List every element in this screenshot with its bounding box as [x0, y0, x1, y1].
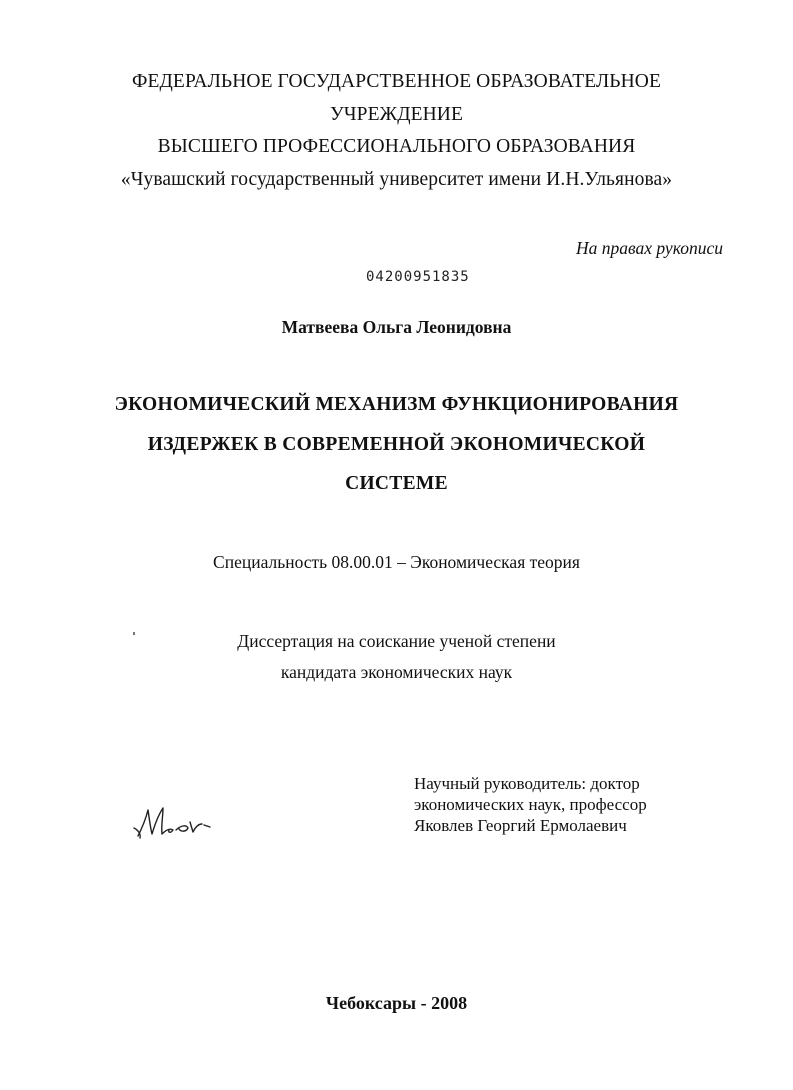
- archive-number: 04200951835: [366, 269, 470, 285]
- degree-line-2: кандидата экономических наук: [280, 662, 513, 682]
- author-name: Матвеева Ольга Леонидовна: [281, 317, 512, 337]
- dissertation-title-line-1: ЭКОНОМИЧЕСКИЙ МЕХАНИЗМ ФУНКЦИОНИРОВАНИЯ: [114, 394, 679, 415]
- dissertation-title-line-2: ИЗДЕРЖЕК В СОВРЕМЕННОЙ ЭКОНОМИЧЕСКОЙ: [147, 434, 646, 455]
- supervisor-line-1: Научный руководитель: доктор: [414, 774, 640, 793]
- city-and-year: Чебоксары - 2008: [325, 993, 468, 1013]
- institution-line-1: ФЕДЕРАЛЬНОЕ ГОСУДАРСТВЕННОЕ ОБРАЗОВАТЕЛЬНОЕ: [132, 71, 661, 92]
- dissertation-title-line-3: СИСТЕМЕ: [345, 473, 448, 494]
- supervisor-line-2: экономических наук, профессор: [414, 795, 647, 814]
- handwritten-signature: [132, 800, 212, 844]
- institution-line-3: ВЫСШЕГО ПРОФЕССИОНАЛЬНОГО ОБРАЗОВАНИЯ: [157, 136, 636, 157]
- rights-note: На правах рукописи: [576, 238, 723, 258]
- institution-line-2: УЧРЕЖДЕНИЕ: [330, 104, 463, 125]
- specialty: Специальность 08.00.01 – Экономическая теория: [213, 552, 580, 572]
- university-name: «Чувашский государственный университет имени И.Н.Ульянова»: [120, 169, 673, 190]
- degree-line-1: Диссертация на соискание ученой степени: [237, 631, 556, 651]
- supervisor-name: Яковлев Георгий Ермолаевич: [414, 816, 627, 835]
